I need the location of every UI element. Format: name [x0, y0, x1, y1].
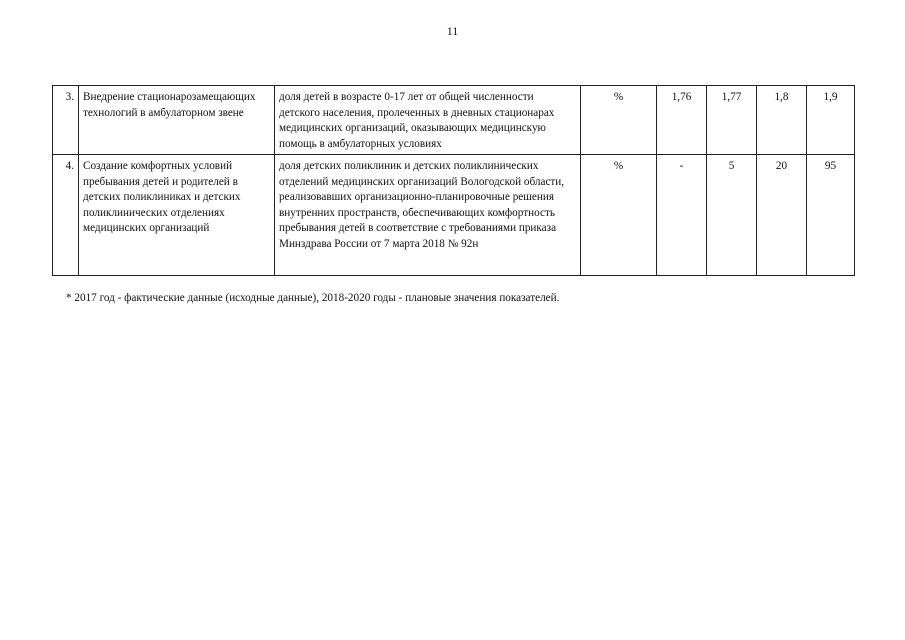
- value-2017-cell: -: [657, 155, 707, 276]
- indicator-cell: доля детских поликлиник и детских поликлинических отделений медицинских организаций Вологодской области, реализовавших организационно-планировочные решения внутренних пространств, обеспечивающих комфортность пребывания детей в соответствие с требованиями приказа Минздрава России от 7 марта 2018 № 92н: [275, 155, 581, 276]
- measure-cell: Внедрение стационарозамещающих технологий в амбулаторном звене: [79, 86, 275, 155]
- value-2019-cell: 1,8: [757, 86, 807, 155]
- table-row: [53, 86, 855, 155]
- page-number: 11: [446, 24, 459, 38]
- measure-cell: Создание комфортных условий пребывания детей и родителей в детских поликлиниках и детских поликлинических отделениях медицинских организаций: [79, 155, 275, 276]
- value-2020-cell: 95: [807, 155, 855, 276]
- footnote: * 2017 год - фактические данные (исходные данные), 2018-2020 годы - плановые значения показателей.: [66, 292, 560, 304]
- value-2017-cell: 1,76: [657, 86, 707, 155]
- unit-cell: %: [581, 86, 657, 155]
- value-2018-cell: 1,77: [707, 86, 757, 155]
- indicators-table: [52, 85, 855, 276]
- row-number: 4.: [53, 155, 79, 276]
- value-2019-cell: 20: [757, 155, 807, 276]
- value-2018-cell: 5: [707, 155, 757, 276]
- table-row: [53, 155, 855, 276]
- unit-cell: %: [581, 155, 657, 276]
- value-2020-cell: 1,9: [807, 86, 855, 155]
- row-number: 3.: [53, 86, 79, 155]
- indicator-cell: доля детей в возрасте 0-17 лет от общей численности детского населения, пролеченных в дневных стационарах медицинских организаций, оказывающих медицинскую помощь в амбулаторных условиях: [275, 86, 581, 155]
